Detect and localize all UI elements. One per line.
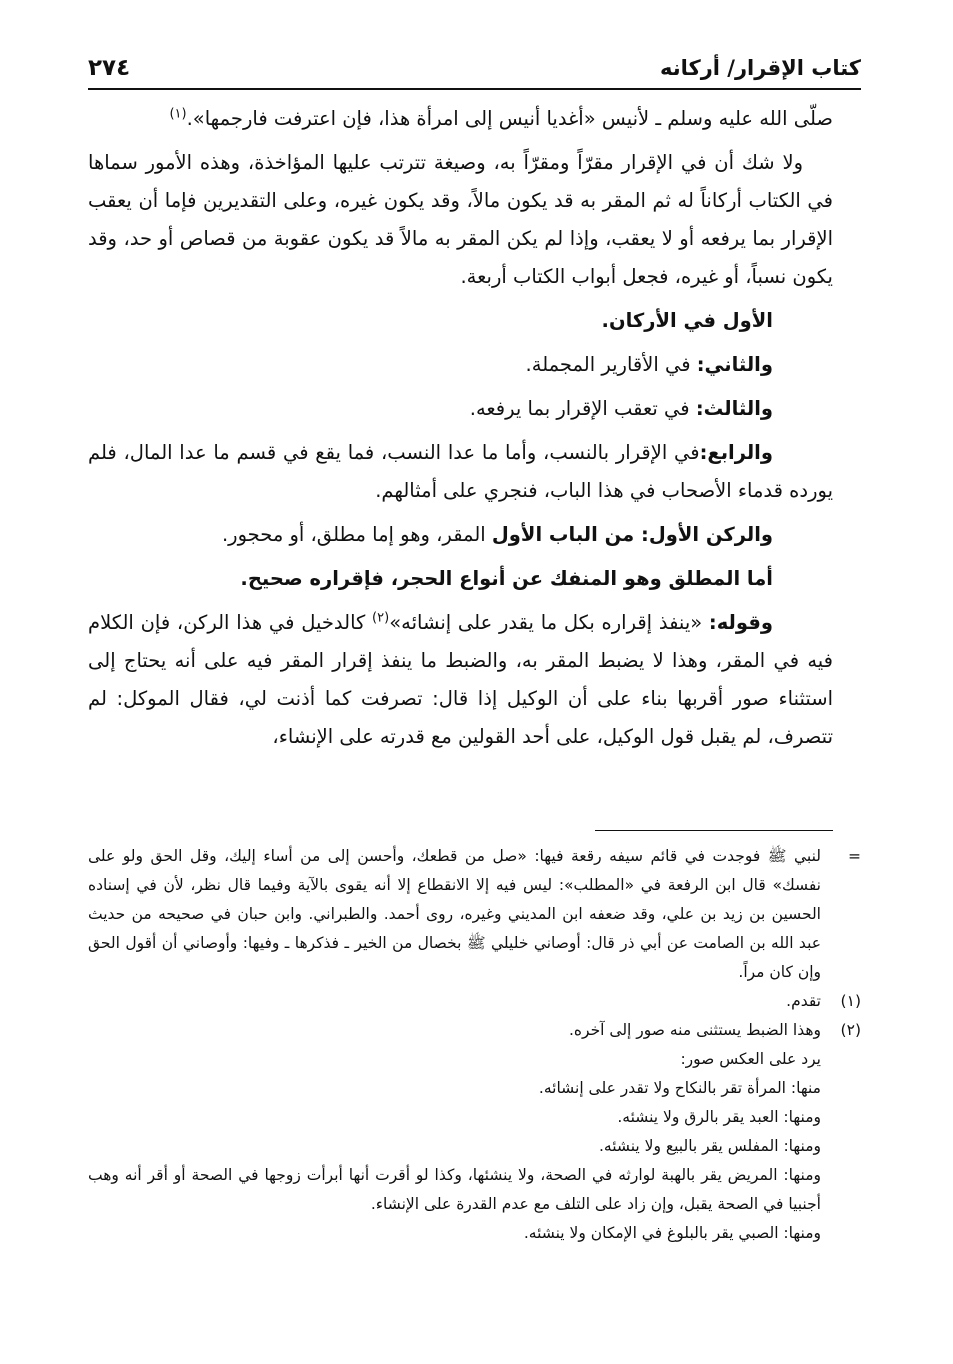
paragraph-2: ولا شك أن في الإقرار مقرّاً ومقرّاً به، وصيغة تترتب عليها المؤاخذة، وهذه الأمور سماها في الكتاب أركاناً له ثم المقر به قد يكون مالاً، وقد يكون غيره، وعلى التقديرين فإما أن يعقب الإقرار بما يرفعه أو لا يعقب، وإذا لم يكن المقر به مالاً قد يكون عقوبة من قصاص أو حد، وقد يكون نسباً، أو غيره، فجعل أبواب الكتاب أربعة.: [88, 151, 833, 288]
bold-statement: أما المطلق وهو المنفك عن أنواع الحجر، فإقراره صحيح.: [240, 567, 773, 590]
list-item-4: والرابع:في الإقرار بالنسب، وأما ما عدا النسب، فما يقع في قسم ما عدا المال، فلم يورده قدماء الأصحاب في هذا الباب، فنجري على أمثالهم.: [88, 441, 833, 502]
footnote-line: ومنها: الصبي يقر بالبلوغ في الإمكان ولا ينشئه.: [523, 1224, 821, 1242]
pillar-heading: والركن الأول: من الباب الأول المقر، وهو إما مطلق، أو محجور.: [221, 523, 773, 546]
footnote-line: وهذا الضبط يستثنى منه صور إلى آخره.: [569, 1021, 821, 1039]
footnote-divider: [595, 830, 833, 831]
footnote-ref-1: (١): [169, 106, 187, 122]
footnote-mark: =: [848, 847, 861, 865]
footnote-text: تقدم.: [786, 992, 821, 1010]
footnote-mark: (١): [840, 992, 861, 1010]
footnote-line: منها: المرأة تقر بالنكاح ولا تقدر على إنشائه.: [538, 1079, 821, 1097]
footnote-line: ومنها: المريض يقر بالهبة لوارثه في الصحة، ولا ينشئها، وكذا لو أقرت أنها أبرأت زوجها في الصحة أو أقر أنه وهب أجنبيا في الصحة يقبل، وإن زاد على التلف مع عدم القدرة على الإنشاء.: [88, 1166, 821, 1213]
page-number: ٢٧٤: [88, 55, 131, 81]
list-item-1: الأول في الأركان.: [601, 309, 773, 332]
paragraph-1: صلّى الله عليه وسلم ـ لأنيس «أغديا أنيس إلى امرأة هذا، فإن اعترفت فارجمها».$^{(١)}$: [169, 106, 833, 130]
footnote-line: ومنها: العبد يقر بالرق ولا ينشئه.: [617, 1108, 821, 1126]
running-title: كتاب الإقرار/ أركانه: [659, 56, 861, 80]
footnote-1: [88, 987, 861, 1016]
paragraph-quote: وقوله: «ينفذ إقراره بكل ما يقدر على إنشائه»$^{(٢)}$ كالدخيل في هذا الركن، فإن الكلام فيه في المقر، وهذا لا يضبط المقر به، والضبط ما ينفذ إقرار المقر فيه على أنه يحتاج إلى استثناء صور أقربها بناء على أن الوكيل إذا قال: تصرفت كما أذنت لي، فقال الموكل: لم تتصرف، لم يقبل قول الوكيل، على أحد القولين مع قدرته على الإنشاء،: [88, 610, 833, 748]
footnote-line: ومنها: المفلس يقر بالبيع ولا ينشئه.: [598, 1137, 821, 1155]
footnote-line: يرد على العكس صور:: [680, 1050, 821, 1068]
footnote-text: لنبي ﷺ فوجدت في قائم سيفه رقعة فيها: «صل من قطعك، وأحسن إلى من أساء إليك، وقل الحق ولو على نفسك» قال ابن الرفعة في «المطلب»: ليس فيه إلا الانقطاع إلا أنه يقوى بالآية وفيما قال نظر، لأن في إسناده الحسين بن زيد بن علي، وقد ضعفه ابن المديني وغيره، روى أحمد. والطبراني. وابن حبان في صحيحه من حديث عبد الله بن الصامت عن أبي ذر قال: أوصاني خليلي ﷺ بخصال من الخير ـ فذكرها ـ وفيها: وأوصاني أن أقول الحق وإن كان مراً.: [88, 847, 821, 981]
page-header: [88, 48, 861, 90]
main-text: [88, 100, 833, 762]
footnote-text: [88, 1016, 821, 1248]
footnote-ref-2: (٢): [372, 610, 390, 626]
footnote-2: [88, 1016, 861, 1248]
list-item-3: والثالث: في تعقب الإقرار بما يرفعه.: [469, 397, 773, 420]
footnote-continued: [88, 842, 861, 987]
footnotes: [88, 842, 861, 1248]
list-item-2: والثاني: في الأقارير المجملة.: [525, 353, 773, 376]
footnote-mark: (٢): [840, 1021, 861, 1039]
